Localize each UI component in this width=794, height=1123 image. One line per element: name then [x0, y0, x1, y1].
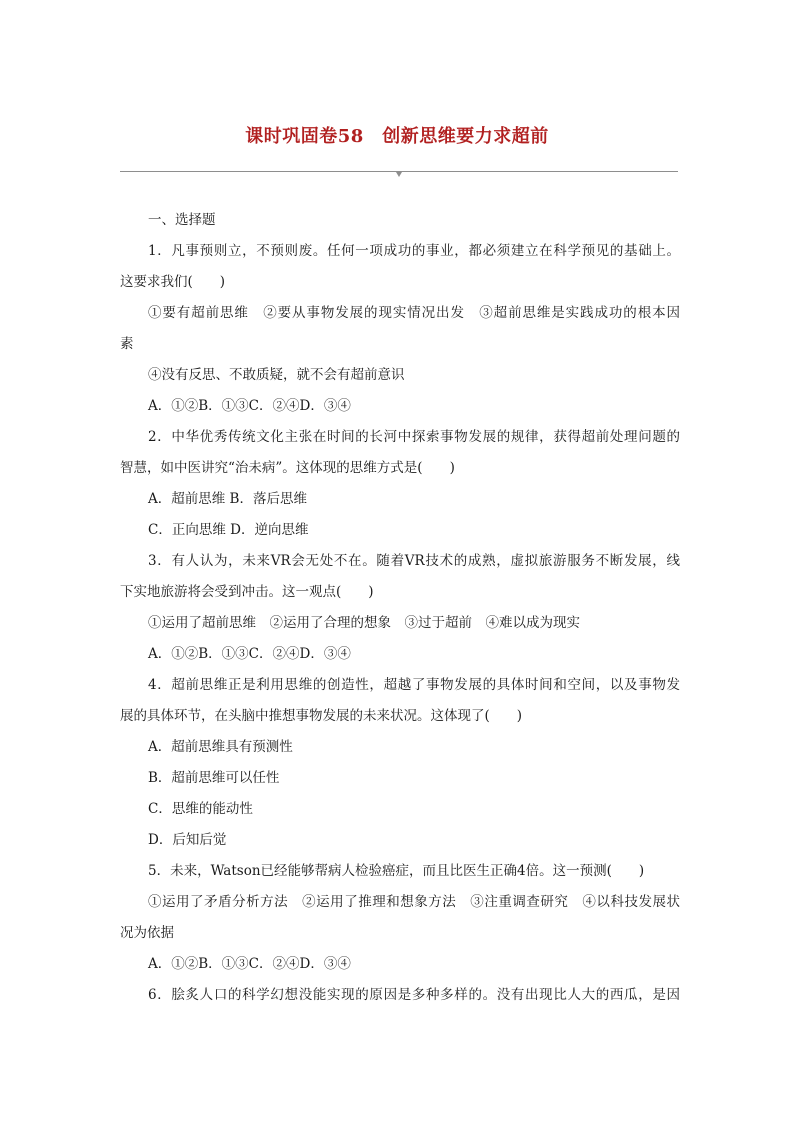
- question-2-options-line-1: A．超前思维 B．落后思维: [148, 491, 307, 507]
- question-1-statements-line-2: 素: [120, 336, 134, 352]
- question-5-statements-line-1: ①运用了矛盾分析方法 ②运用了推理和想象方法 ③注重调查研究 ④以科技发展状: [148, 894, 680, 910]
- question-3-statements: ①运用了超前思维 ②运用了合理的想象 ③过于超前 ④难以成为现实: [148, 615, 580, 631]
- question-4-option-a: A．超前思维具有预测性: [148, 739, 293, 755]
- question-3-stem-line-2: 下实地旅游将会受到冲击。这一观点( ): [120, 584, 374, 600]
- question-1-options: A．①②B．①③C．②④D．③④: [148, 398, 351, 414]
- question-5-statements-line-2: 况为依据: [120, 925, 174, 941]
- question-3-options: A．①②B．①③C．②④D．③④: [148, 646, 351, 662]
- question-4-stem-line-1: 4．超前思维正是利用思维的创造性，超越了事物发展的具体时间和空间，以及事物发: [148, 677, 680, 693]
- question-2-stem-line-1: 2．中华优秀传统文化主张在时间的长河中探索事物发展的规律，获得超前处理问题的: [148, 429, 680, 445]
- page-title: 课时巩固卷58 创新思维要力求超前: [245, 126, 549, 147]
- question-4-option-b: B．超前思维可以任性: [148, 770, 280, 786]
- question-3-stem-line-1: 3．有人认为，未来VR会无处不在。随着VR技术的成熟，虚拟旅游服务不断发展，线: [148, 553, 680, 569]
- question-1-stem-line-2: 这要求我们( ): [120, 274, 226, 290]
- section-heading: 一、选择题: [148, 212, 216, 228]
- question-1-stem-line-1: 1．凡事预则立，不预则废。任何一项成功的事业，都必须建立在科学预见的基础上。: [148, 243, 680, 259]
- question-5-stem: 5．未来，Watson已经能够帮病人检验癌症，而且比医生正确4倍。这一预测( ): [148, 863, 645, 879]
- question-2-stem-line-2: 智慧，如中医讲究“治未病”。这体现的思维方式是( ): [120, 460, 455, 476]
- question-4-option-d: D．后知后觉: [148, 832, 227, 848]
- question-4-stem-line-2: 展的具体环节，在头脑中推想事物发展的未来状况。这体现了( ): [120, 708, 523, 724]
- question-1-statements-line-3: ④没有反思、不敢质疑，就不会有超前意识: [148, 367, 405, 383]
- question-1-statements-line-1: ①要有超前思维 ②要从事物发展的现实情况出发 ③超前思维是实践成功的根本因: [148, 305, 680, 321]
- question-2-options-line-2: C．正向思维 D．逆向思维: [148, 522, 309, 538]
- document-body: [120, 205, 680, 1011]
- question-5-options: A．①②B．①③C．②④D．③④: [148, 956, 351, 972]
- divider-marker-icon: [396, 172, 402, 177]
- question-6-stem-line-1: 6．脍炙人口的科学幻想没能实现的原因是多种多样的。没有出现比人大的西瓜，是因: [148, 987, 680, 1003]
- question-4-option-c: C．思维的能动性: [148, 801, 253, 817]
